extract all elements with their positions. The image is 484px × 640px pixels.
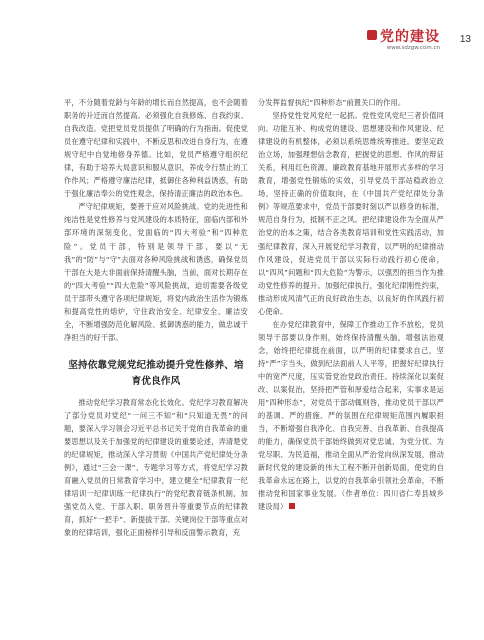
- paragraph: 严守纪律规矩，要善于应对风险挑战。党的先进性和纯洁性是党性修养与党风建设的本质特征，面临内部和外部环境的深刻变化，党面临的“四大考验”和“四种危险”。党员干部，特别是领导干部，要以“无我”的“防”与“守”去面对各种风险挑战和诱惑，确保党员干部在大是大非面前保持清醒头脑，当前，面对长期存在的“四大考验”“四大危险”等风险挑战，迫切需要各级党员干部带头遵守各项纪律规矩，将党内政治生活作为锻炼和提高党性的熔炉，守住政治安全、纪律安全、廉洁安全，不断增强防范化解风险、抵御诱惑的能力，做忠诚干净担当的好干部。: [64, 202, 248, 342]
- paragraph: 平，不分随着党龄与年龄的增长而自然提高，也不会随着职务的升迁而自然提高。必须强化自我修炼、自我约束、自我改造。党把党员党员提供了明确的行为指南。促使党员在遵守纪律和实践中，不断反思和改进自身行为，在遵规守纪中自觉地修身养德。比如，党员严格遵守组织纪律，有助于培养大局意识和服从意识，养成令行禁止的工作作风；严格遵守廉洁纪律，抵御住各种利益诱惑，有助于强化廉洁奉公的党性观念，保持清正廉洁的政治本色。: [64, 98, 248, 199]
- paragraph: [258, 318, 444, 514]
- section-heading: 坚持依靠党规党纪推动提升党性修养、培育优良作风: [68, 359, 244, 387]
- site-url: www.sdzgw.com.cn: [386, 45, 440, 51]
- paragraph: 分发挥监督执纪“四种形态”前置关口的作用。: [258, 98, 406, 107]
- right-column: [258, 96, 444, 514]
- end-mark-icon: [289, 503, 295, 509]
- logo-seal-icon: [367, 30, 377, 40]
- left-column: [64, 96, 248, 539]
- page-header: [0, 0, 484, 60]
- magazine-logo: [367, 26, 440, 46]
- logo-text: 党的建设: [380, 29, 440, 45]
- paragraph: 推动党纪学习教育常态化长效化。党纪学习教育解决了部分党员对党纪“一问三不知”和“只知道无畏”的问题，要深入学习领会习近平总书记关于党的自我革命的重要思想以及关于加强党的纪律建设的重要论述，弄清楚党的纪律规矩，推动深入学习贯彻《中国共产党纪律处分条例》，通过“三会一课”、专题学习等方式，将党纪学习教育融入党员的日常教育学习中，建立健全“纪律教育一纪律培训一纪律训练一纪律执行”的党纪教育链条机制，加强党员入党、干部入职、职务晋升等重要节点的纪律教育，抓好“一把手”、新提拔干部、关键岗位干部等重点对象的纪律培训，强化正面榜样引导和反面警示教育，充: [64, 397, 248, 538]
- page-number: 13: [459, 34, 471, 45]
- paragraph-text: 在办党纪律教育中，保障工作推动工作不放松，党员领导干部要以身作则，始终保持清醒头脑，增强法治观念，始终把纪律挺在前面，以严明的纪律要求自己，坚持“严”字当头，做到纪法面前人人平等，把握好纪律执行中的宽严尺度，压实管党治党政治责任。持续深化以案促改、以案促治，坚持把严管和厚爱结合起来，实事求是运用“四种形态”，对党员干部动辄则咎，推动党员干部以严的基调、严的措施、严的氛围在纪律规矩范围内履职担当，不断增强自我净化、自我完善、自我革新、自我提高的能力，确保党员干部始终做到对党忠诚、为党分忧、为党尽职、为民造福，推动全面从严治党向纵深发展，推动新时代党的建设新的伟大工程不断开创新局面，使党的自我革命永远在路上，以党的自我革命引领社会革命，不断推动党和国家事业发展。: [258, 319, 444, 499]
- author-note: （作者单位：四川省仁寿县城乡建设局）: [258, 489, 444, 512]
- paragraph: 坚持党性党风党纪一起抓。党性党风党纪三者价值同向、功能互补、构成党的建设、思想建设和作风建设、纪律建设的有机整体，必须以系统思维统筹推进。要坚定政治立场，加强理想信念教育，把握党的思想、作风的辩证关系，利用红色资源、廉政教育基地开展形式多样的学习教育，增强党性锻炼的实效，引导党员干部站稳政治立场，坚持正确的价值取向，在《中国共产党纪律处分条例》等规范要求中，党员干部要时刻以严以修身的标准，规范自身行为，抵制不正之风。把纪律建设作为全面从严治党的治本之策，结合各类教育培训和党性实践活动，加强纪律教育，深入开展党纪学习教育，以严明的纪律推动作风建设，促进党员干部以实际行动践行初心使命，以“四风”问题和“四大危险”为警示，以强烈的担当作为推动党性修养的提升。加强纪律执行，强化纪律刚性约束，推动形成风清气正的良好政治生态，以良好的作风践行初心使命。: [258, 111, 444, 316]
